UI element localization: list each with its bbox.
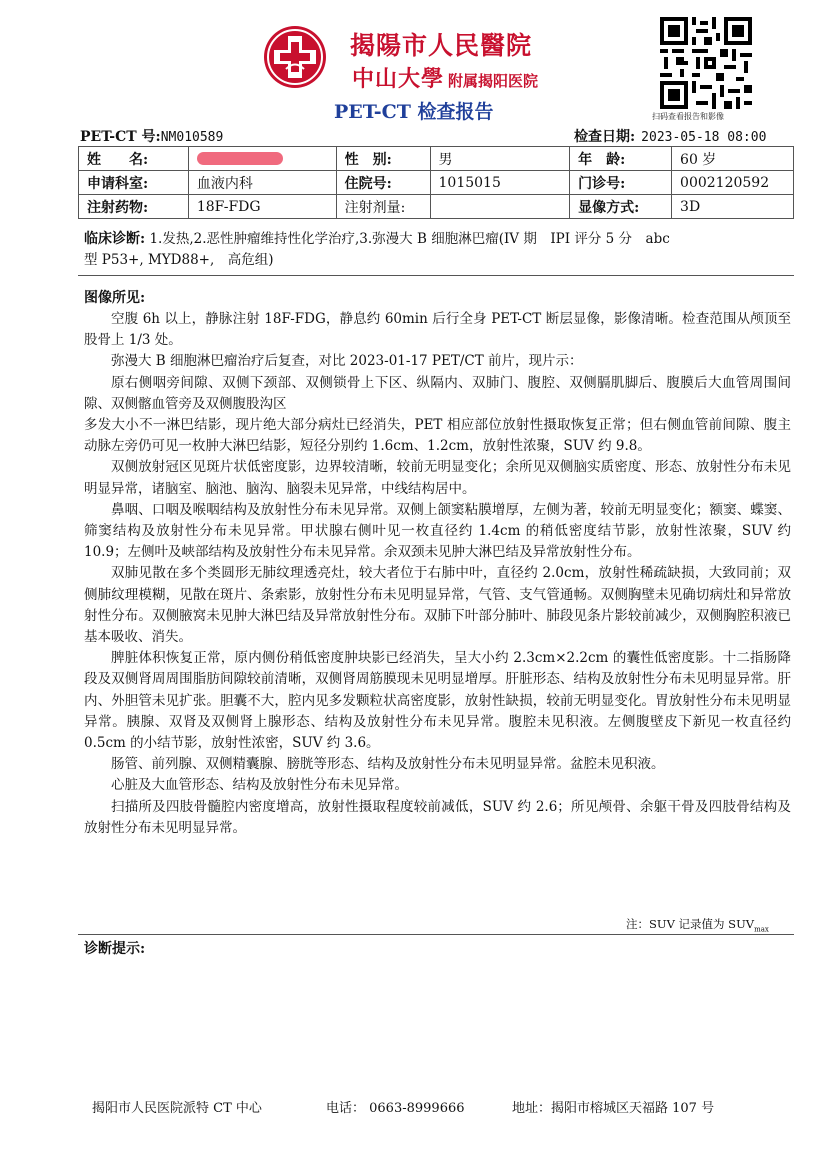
findings-paragraph: 脾脏体积恢复正常，原内侧份稍低密度肿块影已经消失，呈大小约 2.3cm×2.2cm 的囊性低密度影。十二指肠降段及双侧肾周周围脂肪间隙较前清晰，双侧肾周筋膜现未见明显增厚。肝脏形态、结构及放射性分布未见明显异常。肝内、外胆管未见扩张。胆囊不大，腔内见多发颗粒状高密度影，放射性缺损，较前无明显变化。胃放射性分布未见明显异常。胰腺、双肾及双侧肾上腺形态、结构及放射性分布未见异常。腹腔未见积液。左侧腹壁皮下新见一枚直径约 0.5cm 的小结节影，放射性浓密，SUV 约 3.6。 bbox=[84, 650, 791, 752]
patient-info-table bbox=[78, 146, 794, 219]
sex-label: 性 别: bbox=[336, 147, 430, 171]
findings-paragraph: 弥漫大 B 细胞淋巴瘤治疗后复查，对比 2023-01-17 PET/CT 前片，现片示： bbox=[111, 353, 583, 370]
inpatient-value: 1015015 bbox=[430, 171, 570, 195]
clinical-label: 临床诊断: bbox=[84, 231, 146, 247]
hospital-cross-logo-icon bbox=[262, 24, 328, 90]
footer-phone: 电话： 0663-8999666 bbox=[326, 1101, 465, 1116]
diagnosis-label: 诊断提示: bbox=[84, 941, 146, 957]
name-value bbox=[188, 147, 336, 171]
name-label: 姓 名: bbox=[79, 147, 189, 171]
exam-date-value: 2023-05-18 08:00 bbox=[641, 130, 767, 145]
dept-value: 血液内科 bbox=[188, 171, 336, 195]
findings-paragraph: 心脏及大血管形态、结构及放射性分布未见异常。 bbox=[111, 777, 408, 794]
qr-caption: 扫码查看报告和影像 bbox=[652, 112, 724, 121]
outpatient-value: 0002120592 bbox=[672, 171, 794, 195]
qr-code-icon[interactable] bbox=[660, 17, 752, 109]
exam-date-label: 检查日期: bbox=[574, 129, 636, 145]
outpatient-label: 门诊号: bbox=[570, 171, 672, 195]
name-redaction bbox=[197, 152, 283, 165]
sex-value: 男 bbox=[430, 147, 570, 171]
affiliate-line bbox=[352, 62, 538, 93]
age-label: 年 龄: bbox=[570, 147, 672, 171]
hospital-name: 揭陽市人民醫院 bbox=[350, 31, 533, 60]
dose-value bbox=[430, 195, 570, 219]
findings-paragraph: 空腹 6h 以上，静脉注射 18F-FDG，静息约 60min 后行全身 PET-CT 断层显像，影像清晰。检查范围从颅顶至股骨上 1/3 处。 bbox=[84, 311, 791, 349]
inpatient-label: 住院号: bbox=[336, 171, 430, 195]
clinical-diagnosis bbox=[84, 229, 792, 271]
age-value: 60 岁 bbox=[672, 147, 794, 171]
table-row bbox=[79, 171, 794, 195]
divider bbox=[78, 275, 794, 276]
findings-paragraph: 鼻咽、口咽及喉咽结构及放射性分布未见异常。双侧上颌窦粘膜增厚，左侧为著，较前无明显变化；额窦、蝶窦、筛窦结构及放射性分布未见异常。甲状腺右侧叶见一枚直径约 1.4cm 的稍低密度结节影，放射性浓聚，SUV 约 10.9；左侧叶及峡部结构及放射性分布未见异常。余双颈未见肿大淋巴结及异常放射性分布。 bbox=[84, 501, 791, 561]
divider bbox=[78, 934, 794, 935]
dept-label: 申请科室: bbox=[79, 171, 189, 195]
findings-paragraph: 双侧放射冠区见斑片状低密度影，边界较清晰，较前无明显变化；余所见双侧脑实质密度、形态、放射性分布未见明显异常，诸脑室、脑池、脑沟、脑裂未见异常，中线结构居中。 bbox=[84, 459, 791, 497]
findings-label: 图像所见: bbox=[84, 290, 146, 306]
findings-paragraph: 原右侧咽旁间隙、双侧下颈部、双侧锁骨上下区、纵隔内、双肺门、腹腔、双侧膈肌脚后、腹膜后大血管周围间隙、双侧髂血管旁及双侧腹股沟区 bbox=[84, 374, 791, 412]
table-row bbox=[79, 195, 794, 219]
mode-label: 显像方式: bbox=[570, 195, 672, 219]
drug-label: 注射药物: bbox=[79, 195, 189, 219]
table-row bbox=[79, 147, 794, 171]
drug-value: 18F-FDG bbox=[188, 195, 336, 219]
findings-body bbox=[84, 309, 791, 839]
exam-date bbox=[574, 126, 766, 146]
suv-note bbox=[626, 916, 769, 933]
dose-label: 注射剂量: bbox=[336, 195, 430, 219]
findings-paragraph: 双肺见散在多个类圆形无肺纹理透亮灶，较大者位于右肺中叶，直径约 2.0cm，放射性稀疏缺损，大致同前；双侧肺纹理模糊，见散在斑片、条索影，放射性分布未见明显异常，气管、支气管通畅。双侧胸壁未见确切病灶和异常放射性分布。双侧腋窝未见肿大淋巴结及异常放射性分布。双肺下叶部分肺叶、肺段见条片影较前减少，双侧胸腔积液已基本吸收、消失。 bbox=[84, 565, 791, 646]
findings-paragraph: 多发大小不一淋巴结影，现片绝大部分病灶已经消失，PET 相应部位放射性摄取恢复正常；但右侧血管前间隙、腹主动脉左旁仍可见一枚肿大淋巴结影，短径分别约 1.6cm、1.2cm，放射性浓聚，SUV 约 9.8。 bbox=[84, 417, 791, 455]
clinical-text-1: 1.发热,2.恶性肿瘤维持性化学治疗,3.弥漫大 B 细胞淋巴瘤(IV 期 IPI 评分 5 分 abc bbox=[145, 231, 670, 247]
report-title: PET-CT 检查报告 bbox=[334, 101, 494, 123]
affiliate-sub: 附属揭阳医院 bbox=[448, 72, 539, 90]
suv-note-text: 注：SUV 记录值为 SUV bbox=[626, 917, 755, 931]
petct-number-label: PET-CT 号: bbox=[80, 129, 161, 145]
mode-value: 3D bbox=[672, 195, 794, 219]
footer-address: 地址：揭阳市榕城区天福路 107 号 bbox=[512, 1101, 715, 1116]
clinical-line-1 bbox=[84, 229, 792, 250]
petct-number-value: NM010589 bbox=[160, 130, 224, 145]
suv-note-sub: max bbox=[754, 925, 769, 934]
clinical-text-2: 型 P53+, MYD88+, 高危组) bbox=[84, 252, 274, 268]
footer-center: 揭阳市人民医院派特 CT 中心 bbox=[92, 1101, 262, 1116]
findings-paragraph: 肠管、前列腺、双侧精囊腺、膀胱等形态、结构及放射性分布未见明显异常。盆腔未见积液。 bbox=[111, 756, 665, 773]
petct-number bbox=[80, 126, 223, 146]
findings-paragraph: 扫描所及四肢骨髓腔内密度增高，放射性摄取程度较前减低，SUV 约 2.6；所见颅骨、余躯干骨及四肢骨结构及放射性分布未见明显异常。 bbox=[84, 798, 791, 836]
affiliate-main: 中山大學 bbox=[352, 66, 445, 92]
